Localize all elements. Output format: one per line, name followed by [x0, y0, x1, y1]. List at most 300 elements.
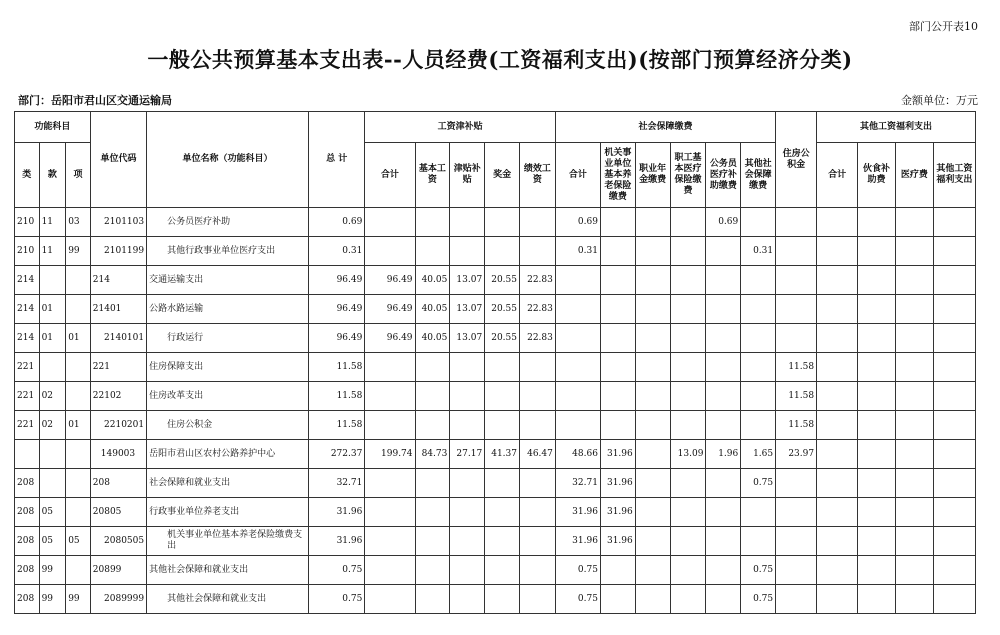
total-cell: 31.96 [308, 527, 364, 556]
amount-cell [706, 411, 741, 440]
amount-cell [520, 556, 556, 585]
amount-cell [776, 295, 817, 324]
amount-cell [776, 469, 817, 498]
unit-name-cell: 住房保障支出 [147, 353, 309, 382]
kuan-cell: 99 [39, 585, 66, 614]
kuan-cell: 05 [39, 498, 66, 527]
amount-cell [706, 585, 741, 614]
amount-cell: 27.17 [450, 440, 485, 469]
unit-code-cell: 221 [90, 353, 146, 382]
amount-cell [600, 237, 635, 266]
amount-cell [670, 266, 706, 295]
unit-name-cell: 其他行政事业单位医疗支出 [147, 237, 309, 266]
amount-cell [670, 382, 706, 411]
amount-cell [415, 469, 450, 498]
total-cell: 96.49 [308, 324, 364, 353]
amount-cell [741, 527, 776, 556]
amount-cell [670, 527, 706, 556]
amount-cell [895, 353, 933, 382]
unit-code-cell: 2080505 [90, 527, 146, 556]
table-row [15, 382, 976, 411]
other-total-header: 合计 [817, 143, 858, 208]
total-cell: 0.75 [308, 585, 364, 614]
amount-cell: 11.58 [776, 411, 817, 440]
amount-cell [858, 237, 896, 266]
total-cell: 31.96 [308, 498, 364, 527]
table-row [15, 527, 976, 556]
amount-cell [776, 498, 817, 527]
amount-cell [741, 266, 776, 295]
amount-cell: 0.75 [555, 556, 600, 585]
amount-cell [635, 498, 670, 527]
total-cell: 32.71 [308, 469, 364, 498]
amount-cell [817, 295, 858, 324]
lei-header: 类 [15, 143, 40, 208]
kuan-cell [39, 440, 66, 469]
unit-code-cell: 2140101 [90, 324, 146, 353]
kuan-cell: 01 [39, 324, 66, 353]
amount-cell [741, 411, 776, 440]
amount-cell [670, 295, 706, 324]
amount-cell [555, 324, 600, 353]
amount-cell [817, 440, 858, 469]
amount-cell [415, 527, 450, 556]
amount-cell [858, 585, 896, 614]
unit-code-cell: 208 [90, 469, 146, 498]
amount-cell: 96.49 [365, 324, 415, 353]
amount-cell [600, 382, 635, 411]
amount-cell [817, 469, 858, 498]
amount-cell [933, 237, 975, 266]
amount-cell [635, 411, 670, 440]
amount-cell [600, 324, 635, 353]
amount-cell [365, 469, 415, 498]
page-title: 一般公共预算基本支出表--人员经费(工资福利支出)(按部门预算经济分类) [147, 47, 853, 72]
table-row [15, 353, 976, 382]
amount-cell [895, 382, 933, 411]
unit-name-header: 单位名称（功能科目） [147, 112, 309, 208]
amount-cell [365, 411, 415, 440]
kuan-cell [39, 469, 66, 498]
amount-cell [365, 353, 415, 382]
amount-cell [635, 469, 670, 498]
amount-cell [858, 266, 896, 295]
civil-servant-medical-header: 公务员医疗补助缴费 [706, 143, 741, 208]
amount-cell: 40.05 [415, 266, 450, 295]
lei-cell: 214 [15, 295, 40, 324]
amount-cell [895, 527, 933, 556]
amount-cell [485, 382, 520, 411]
amount-cell [450, 498, 485, 527]
unit-name-cell: 公务员医疗补助 [147, 208, 309, 237]
amount-cell [635, 440, 670, 469]
salary-group-header: 工资津补贴 [365, 112, 556, 143]
amount-cell: 13.07 [450, 324, 485, 353]
amount-cell [520, 498, 556, 527]
amount-cell [933, 295, 975, 324]
amount-cell [635, 324, 670, 353]
amount-cell [858, 353, 896, 382]
amount-cell [670, 498, 706, 527]
amount-cell [817, 382, 858, 411]
amount-cell [895, 208, 933, 237]
unit-name-cell: 行政事业单位养老支出 [147, 498, 309, 527]
xiang-cell: 01 [66, 324, 91, 353]
amount-cell [776, 585, 817, 614]
header-row-1 [15, 112, 976, 143]
table-row [15, 237, 976, 266]
amount-cell [706, 527, 741, 556]
amount-cell [670, 324, 706, 353]
amount-cell: 1.65 [741, 440, 776, 469]
amount-cell [741, 382, 776, 411]
amount-cell [817, 353, 858, 382]
amount-cell: 0.31 [555, 237, 600, 266]
xiang-cell [66, 353, 91, 382]
amount-cell [600, 585, 635, 614]
amount-cell [485, 498, 520, 527]
amount-cell [817, 585, 858, 614]
amount-cell [858, 411, 896, 440]
medical-expense-header: 医疗费 [895, 143, 933, 208]
amount-cell: 23.97 [776, 440, 817, 469]
amount-cell [933, 498, 975, 527]
amount-cell [895, 469, 933, 498]
amount-cell [706, 353, 741, 382]
amount-cell [706, 266, 741, 295]
unit-name-cell: 住房公积金 [147, 411, 309, 440]
amount-cell [450, 353, 485, 382]
amount-cell [670, 585, 706, 614]
unit-name-cell: 交通运输支出 [147, 266, 309, 295]
amount-cell [895, 440, 933, 469]
amount-cell [365, 527, 415, 556]
unit-code-cell: 22102 [90, 382, 146, 411]
amount-cell [706, 324, 741, 353]
amount-cell [635, 556, 670, 585]
amount-cell [635, 237, 670, 266]
amount-cell: 48.66 [555, 440, 600, 469]
table-body [15, 208, 976, 614]
amount-cell [520, 237, 556, 266]
kuan-cell: 11 [39, 237, 66, 266]
amount-cell [858, 295, 896, 324]
unit-name-cell: 行政运行 [147, 324, 309, 353]
amount-cell [450, 208, 485, 237]
amount-cell [600, 295, 635, 324]
lei-cell: 221 [15, 353, 40, 382]
amount-cell: 0.69 [555, 208, 600, 237]
annuity-header: 职业年金缴费 [635, 143, 670, 208]
amount-cell: 11.58 [776, 353, 817, 382]
amount-cell [520, 208, 556, 237]
lei-cell: 208 [15, 469, 40, 498]
amount-cell: 0.75 [741, 469, 776, 498]
amount-cell [933, 353, 975, 382]
unit-code-cell: 20899 [90, 556, 146, 585]
amount-cell [635, 585, 670, 614]
total-cell: 0.31 [308, 237, 364, 266]
amount-cell [415, 411, 450, 440]
amount-cell [776, 324, 817, 353]
amount-cell [858, 527, 896, 556]
amount-cell [895, 295, 933, 324]
table-row [15, 295, 976, 324]
total-cell: 0.75 [308, 556, 364, 585]
amount-cell [485, 353, 520, 382]
amount-cell: 31.96 [555, 498, 600, 527]
amount-cell [635, 353, 670, 382]
amount-cell [415, 237, 450, 266]
medical-insurance-header: 职工基本医疗保险缴费 [670, 143, 706, 208]
xiang-cell: 99 [66, 585, 91, 614]
total-cell: 11.58 [308, 411, 364, 440]
amount-cell [635, 266, 670, 295]
department-label: 部门：岳阳市君山区交通运输局 [18, 94, 172, 107]
amount-cell [858, 208, 896, 237]
other-welfare-group-header: 其他工资福利支出 [817, 112, 976, 143]
amount-cell [817, 498, 858, 527]
kuan-cell: 02 [39, 382, 66, 411]
table-row [15, 556, 976, 585]
amount-cell [858, 498, 896, 527]
amount-cell [776, 237, 817, 266]
amount-cell [933, 382, 975, 411]
total-cell: 272.37 [308, 440, 364, 469]
amount-cell [776, 208, 817, 237]
amount-cell [706, 382, 741, 411]
lei-cell: 214 [15, 324, 40, 353]
xiang-cell [66, 295, 91, 324]
func-subject-header: 功能科目 [15, 112, 91, 143]
amount-cell [485, 469, 520, 498]
table-row [15, 208, 976, 237]
unit-code-cell: 149003 [90, 440, 146, 469]
table-row [15, 585, 976, 614]
xiang-header: 项 [66, 143, 91, 208]
bonus-header: 奖金 [485, 143, 520, 208]
amount-cell [933, 469, 975, 498]
amount-cell: 31.96 [600, 498, 635, 527]
lei-cell: 208 [15, 585, 40, 614]
total-header: 总 计 [308, 112, 364, 208]
amount-cell [858, 556, 896, 585]
amount-cell [776, 527, 817, 556]
unit-code-cell: 2210201 [90, 411, 146, 440]
salary-total-header: 合计 [365, 143, 415, 208]
amount-cell [670, 237, 706, 266]
amount-cell: 40.05 [415, 324, 450, 353]
pension-header: 机关事业单位基本养老保险缴费 [600, 143, 635, 208]
kuan-header: 款 [39, 143, 66, 208]
amount-cell: 96.49 [365, 266, 415, 295]
kuan-cell: 11 [39, 208, 66, 237]
other-social-header: 其他社会保障缴费 [741, 143, 776, 208]
currency-unit-label: 金额单位：万元 [901, 94, 978, 107]
kuan-cell: 99 [39, 556, 66, 585]
amount-cell [858, 382, 896, 411]
unit-code-cell: 20805 [90, 498, 146, 527]
amount-cell [415, 556, 450, 585]
amount-cell [858, 469, 896, 498]
amount-cell: 20.55 [485, 295, 520, 324]
amount-cell [635, 295, 670, 324]
xiang-cell [66, 469, 91, 498]
table-row [15, 411, 976, 440]
amount-cell [933, 556, 975, 585]
amount-cell [600, 353, 635, 382]
amount-cell [817, 266, 858, 295]
amount-cell [415, 585, 450, 614]
table-row [15, 498, 976, 527]
amount-cell [706, 469, 741, 498]
unit-name-cell: 其他社会保障和就业支出 [147, 556, 309, 585]
amount-cell: 84.73 [415, 440, 450, 469]
amount-cell [485, 527, 520, 556]
amount-cell [895, 266, 933, 295]
unit-name-cell: 机关事业单位基本养老保险缴费支出 [147, 527, 309, 556]
amount-cell [520, 411, 556, 440]
amount-cell [858, 440, 896, 469]
amount-cell [858, 324, 896, 353]
amount-cell: 22.83 [520, 266, 556, 295]
amount-cell [450, 527, 485, 556]
amount-cell [933, 266, 975, 295]
amount-cell [555, 353, 600, 382]
amount-cell: 0.75 [555, 585, 600, 614]
amount-cell [520, 382, 556, 411]
unit-name-cell: 其他社会保障和就业支出 [147, 585, 309, 614]
allowance-header: 津贴补贴 [450, 143, 485, 208]
amount-cell [520, 353, 556, 382]
amount-cell: 0.31 [741, 237, 776, 266]
amount-cell [895, 411, 933, 440]
amount-cell: 32.71 [555, 469, 600, 498]
amount-cell [895, 237, 933, 266]
lei-cell [15, 440, 40, 469]
amount-cell [817, 411, 858, 440]
amount-cell [635, 382, 670, 411]
table-row [15, 469, 976, 498]
amount-cell: 0.75 [741, 556, 776, 585]
amount-cell [706, 498, 741, 527]
amount-cell [817, 527, 858, 556]
kuan-cell [39, 353, 66, 382]
amount-cell [933, 440, 975, 469]
amount-cell [741, 498, 776, 527]
amount-cell [450, 585, 485, 614]
amount-cell: 20.55 [485, 324, 520, 353]
amount-cell [485, 208, 520, 237]
amount-cell [555, 295, 600, 324]
unit-name-cell: 公路水路运输 [147, 295, 309, 324]
amount-cell [895, 585, 933, 614]
amount-cell [933, 527, 975, 556]
expenditure-table [14, 111, 976, 614]
amount-cell: 13.07 [450, 295, 485, 324]
xiang-cell [66, 440, 91, 469]
amount-cell: 31.96 [600, 440, 635, 469]
amount-cell [933, 208, 975, 237]
amount-cell [600, 556, 635, 585]
xiang-cell: 01 [66, 411, 91, 440]
xiang-cell [66, 498, 91, 527]
social-security-group-header: 社会保障缴费 [555, 112, 775, 143]
unit-code-cell: 2101103 [90, 208, 146, 237]
total-cell: 11.58 [308, 353, 364, 382]
amount-cell [635, 527, 670, 556]
unit-code-header: 单位代码 [90, 112, 146, 208]
amount-cell [670, 411, 706, 440]
unit-name-cell: 住房改革支出 [147, 382, 309, 411]
table-number-label: 部门公开表10 [909, 20, 978, 33]
amount-cell [450, 237, 485, 266]
amount-cell [555, 411, 600, 440]
lei-cell: 208 [15, 556, 40, 585]
lei-cell: 208 [15, 527, 40, 556]
amount-cell: 41.37 [485, 440, 520, 469]
amount-cell: 13.09 [670, 440, 706, 469]
amount-cell [741, 208, 776, 237]
xiang-cell: 03 [66, 208, 91, 237]
table-row [15, 324, 976, 353]
amount-cell: 31.96 [600, 469, 635, 498]
amount-cell [485, 237, 520, 266]
amount-cell [817, 324, 858, 353]
kuan-cell [39, 266, 66, 295]
amount-cell: 0.69 [706, 208, 741, 237]
amount-cell [450, 469, 485, 498]
amount-cell [415, 498, 450, 527]
amount-cell [365, 585, 415, 614]
amount-cell [670, 353, 706, 382]
amount-cell [365, 208, 415, 237]
amount-cell [600, 266, 635, 295]
amount-cell: 96.49 [365, 295, 415, 324]
amount-cell [817, 237, 858, 266]
amount-cell [706, 237, 741, 266]
meal-allowance-header: 伙食补助费 [858, 143, 896, 208]
amount-cell [520, 469, 556, 498]
amount-cell [485, 411, 520, 440]
amount-cell: 46.47 [520, 440, 556, 469]
amount-cell: 40.05 [415, 295, 450, 324]
total-cell: 96.49 [308, 266, 364, 295]
amount-cell [741, 353, 776, 382]
amount-cell [776, 556, 817, 585]
amount-cell [895, 498, 933, 527]
amount-cell: 11.58 [776, 382, 817, 411]
unit-code-cell: 214 [90, 266, 146, 295]
amount-cell [600, 411, 635, 440]
unit-name-cell: 岳阳市君山区农村公路养护中心 [147, 440, 309, 469]
lei-cell: 210 [15, 208, 40, 237]
amount-cell [555, 382, 600, 411]
amount-cell [600, 208, 635, 237]
amount-cell [895, 324, 933, 353]
total-cell: 11.58 [308, 382, 364, 411]
amount-cell: 31.96 [600, 527, 635, 556]
amount-cell [520, 527, 556, 556]
amount-cell [365, 498, 415, 527]
amount-cell [485, 585, 520, 614]
amount-cell [670, 469, 706, 498]
amount-cell: 1.96 [706, 440, 741, 469]
xiang-cell: 05 [66, 527, 91, 556]
amount-cell [450, 382, 485, 411]
amount-cell: 0.75 [741, 585, 776, 614]
amount-cell [555, 266, 600, 295]
